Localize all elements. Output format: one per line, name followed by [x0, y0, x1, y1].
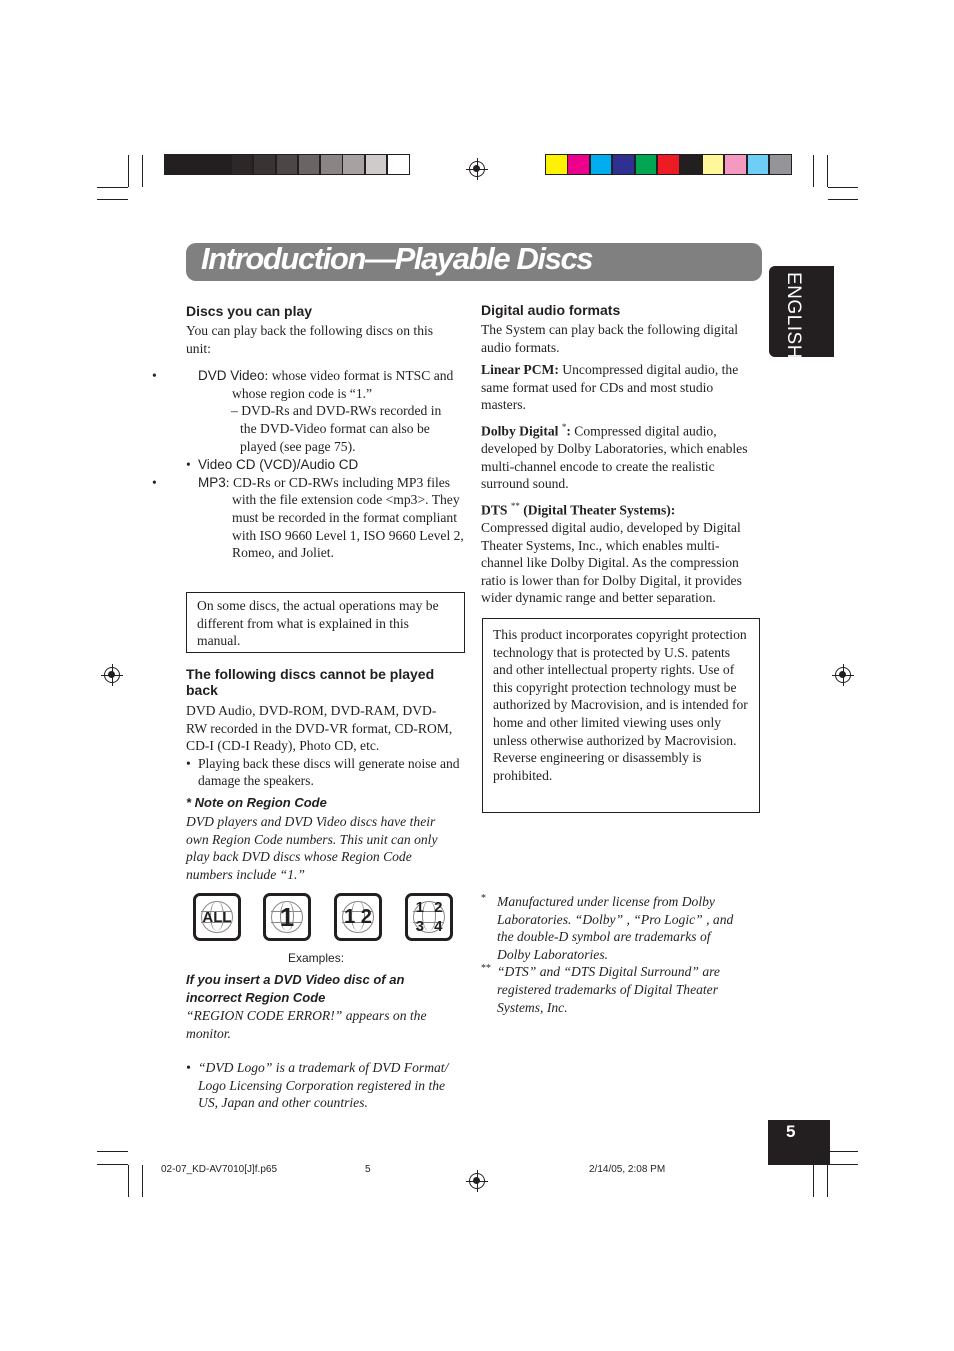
footnote-2-text: “DTS” and “DTS Digital Surround” are registered trademarks of Digital Theater Systems, Inc.: [497, 964, 720, 1015]
registration-mark-icon: [101, 664, 123, 686]
region-all-icon: ALL: [193, 893, 241, 941]
list-item: [186, 367, 466, 402]
registration-mark-icon: [466, 1170, 488, 1192]
incorrect-section: [186, 971, 466, 1042]
logo-note: [186, 1059, 466, 1112]
region-note-heading: * Note on Region Code: [186, 795, 327, 810]
registration-mark-icon: [466, 158, 488, 180]
color-swatch: [769, 154, 792, 175]
dolby-label: Dolby Digital: [481, 423, 559, 439]
audio-heading: Digital audio formats: [481, 302, 621, 318]
cannot-heading: The following discs cannot be played back: [186, 666, 435, 698]
logo-note-text: • “DVD Logo” is a trademark of DVD Format/ Logo Licensing Corporation registered in the US, Japan and other countries.: [186, 1059, 466, 1112]
gray-swatch: [276, 154, 299, 175]
footnote-2-mark: **: [481, 963, 491, 975]
gray-swatch: [365, 154, 388, 175]
footer-file-page: 5: [365, 1164, 371, 1175]
note-box: [186, 592, 465, 653]
color-swatch: [747, 154, 770, 175]
list-item: [186, 456, 466, 474]
dvd-video-label: DVD Video: [198, 368, 265, 384]
note-box-text: On some discs, the actual operations may be different from what is explained in this manual.: [197, 598, 439, 649]
dts-paragraph: [481, 498, 761, 519]
examples-label: Examples:: [288, 951, 345, 965]
left-column: [186, 303, 466, 562]
discs-heading: Discs you can play: [186, 303, 313, 319]
cannot-section: [186, 666, 466, 790]
dts-text: Compressed digital audio, developed by Digital Theater Systems, Inc., which enables multi-channel like Dolby Digital. As the compression ratio is lower than for Dolby Digital, it provides wider dynamic range and better separation.: [481, 520, 742, 606]
gray-swatch: [342, 154, 365, 175]
region-1-2-icon: 1 2: [334, 893, 382, 941]
gray-swatch: [320, 154, 343, 175]
region-1-icon: 1: [263, 893, 311, 941]
lpcm-paragraph: [481, 361, 761, 414]
right-column: [481, 302, 761, 607]
mp3-text: : CD-Rs or CD-RWs including MP3 files with the file extension code <mp3>. They must be recorded in the format compliant with ISO 9660 Level 1, ISO 9660 Level 2, Romeo, and Joliet.: [225, 474, 464, 561]
dolby-paragraph: [481, 419, 761, 493]
color-swatch: [702, 154, 725, 175]
gray-swatch: [253, 154, 276, 175]
gray-swatch: [231, 154, 254, 175]
footer-file-name: 02-07_KD-AV7010[J]f.p65: [161, 1164, 278, 1175]
footnote-1-mark: *: [481, 893, 486, 904]
dts-label: DTS: [481, 502, 508, 518]
vcd-label: Video CD (VCD)/Audio CD: [198, 457, 359, 473]
dvd-video-text: : whose video format is NTSC and whose region code is “1.”: [232, 368, 454, 401]
footnotes: [481, 893, 761, 1016]
copyright-box: [482, 618, 760, 813]
mp3-label: MP3: [198, 474, 226, 490]
incorrect-text: “REGION CODE ERROR!” appears on the monitor.: [186, 1008, 427, 1041]
color-swatch: [612, 154, 635, 175]
cannot-text: DVD Audio, DVD-ROM, DVD-RAM, DVD-RW recorded in the DVD-VR format, CD-ROM, CD-I (CD-I Ready), Photo CD, etc.: [186, 703, 453, 754]
color-swatch: [657, 154, 680, 175]
lpcm-label: Linear PCM:: [481, 362, 559, 378]
region-1-2-3-4-icon: 1 2 3 4: [405, 893, 453, 941]
dolby-footnote-mark: *: [561, 421, 567, 432]
footnote-1-text: Manufactured under license from Dolby Laboratories. “Dolby” , “Pro Logic” , and the double-D symbol are trademarks of Dolby Laboratories.: [497, 894, 734, 962]
page-title: Introduction—Playable Discs: [201, 241, 593, 276]
gray-swatch: [298, 154, 321, 175]
gray-swatch: [164, 154, 187, 175]
language-tab-label: ENGLISH: [783, 272, 804, 359]
dolby-text: Compressed digital audio, developed by Dolby Laboratories, which enables multi-channel encode to create the realistic surround sound.: [481, 423, 748, 492]
color-swatch: [679, 154, 702, 175]
color-swatch: [545, 154, 568, 175]
gray-swatch: [186, 154, 209, 175]
region-note-text: DVD players and DVD Video discs have their own Region Code numbers. This unit can only play back DVD discs whose Region Code numbers include “1.”: [186, 814, 438, 882]
cannot-bullet: • Playing back these discs will generate noise and damage the speakers.: [186, 755, 460, 790]
page-number-box: [768, 1120, 830, 1165]
registration-mark-icon: [832, 664, 854, 686]
dvd-video-sub: – DVD-Rs and DVD-RWs recorded in the DVD-Video format can also be played (see page 75).: [231, 403, 442, 454]
gray-swatch: [387, 154, 410, 175]
list-item: [186, 474, 466, 562]
audio-intro: The System can play back the following digital audio formats.: [481, 322, 739, 355]
dts-footnote-mark: **: [510, 500, 520, 511]
color-swatch: [567, 154, 590, 175]
gray-swatch: [209, 154, 232, 175]
region-note-section: [186, 795, 466, 883]
lpcm-text: Uncompressed digital audio, the same format used for CDs and most studio masters.: [481, 362, 739, 413]
color-swatch: [724, 154, 747, 175]
color-swatch: [590, 154, 613, 175]
copyright-text: This product incorporates copyright protection technology that is protected by U.S. patents and other intellectual property rights. Use of this copyright protection technology must be authorized by Macrovision, and is intended for home and other limited viewing uses only unless otherwise authorized by Macrovision. Reverse engineering or disassembly is prohibited.: [493, 627, 748, 783]
incorrect-heading: If you insert a DVD Video disc of an incorrect Region Code: [186, 972, 405, 1005]
discs-intro: You can play back the following discs on this unit:: [186, 323, 434, 356]
dts-label2: (Digital Theater Systems):: [519, 502, 676, 518]
footer-timestamp: 2/14/05, 2:08 PM: [589, 1164, 666, 1175]
page-number: 5: [786, 1122, 796, 1141]
color-swatch: [635, 154, 658, 175]
dolby-colon: :: [566, 423, 571, 439]
